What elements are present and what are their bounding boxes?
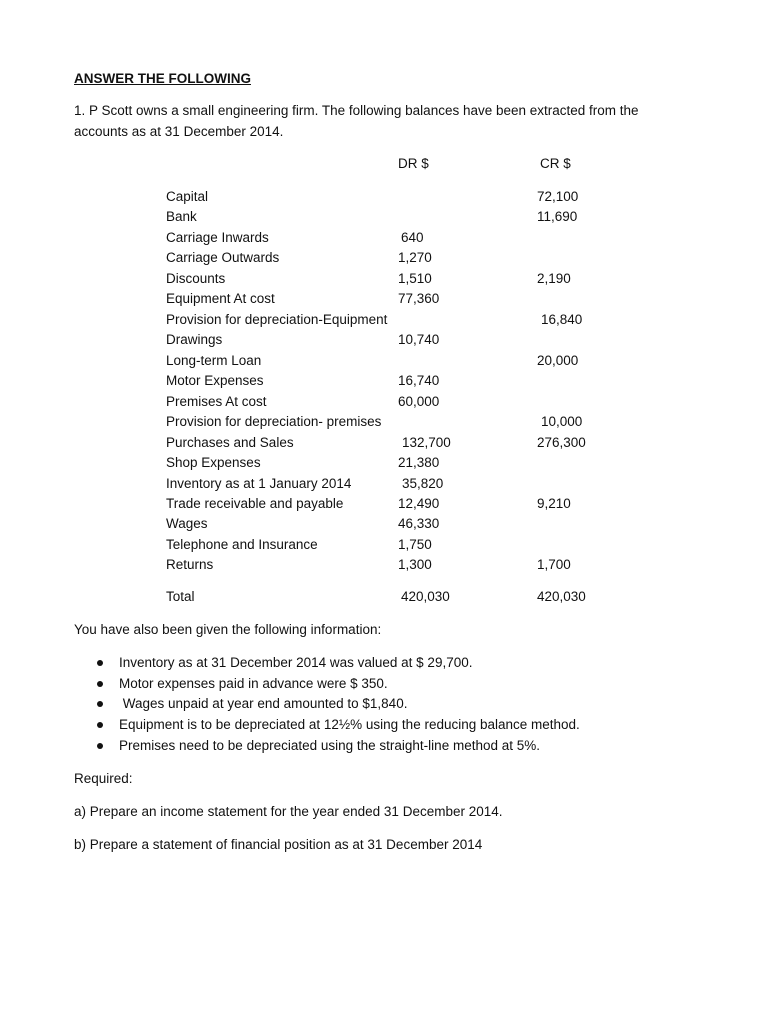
table-row bbox=[0, 313, 768, 329]
total-debit: 420,030 bbox=[401, 589, 450, 604]
debit-amount: 1,300 bbox=[398, 557, 432, 572]
total-credit: 420,030 bbox=[537, 589, 586, 604]
credit-amount: 72,100 bbox=[537, 189, 579, 204]
bullet-icon bbox=[97, 681, 103, 687]
debit-amount: 21,380 bbox=[398, 455, 440, 470]
account-name: Discounts bbox=[166, 271, 226, 286]
account-name: Telephone and Insurance bbox=[166, 537, 318, 552]
account-name: Provision for depreciation- premises bbox=[166, 414, 382, 429]
table-row bbox=[0, 558, 768, 574]
account-name: Inventory as at 1 January 2014 bbox=[166, 476, 352, 491]
debit-amount: 35,820 bbox=[402, 476, 444, 491]
debit-amount: 12,490 bbox=[398, 496, 440, 511]
table-row bbox=[0, 456, 768, 472]
account-name: Motor Expenses bbox=[166, 373, 264, 388]
list-item: Equipment is to be depreciated at 12½% using the reducing balance method. bbox=[119, 717, 580, 732]
table-row bbox=[0, 477, 768, 493]
debit-amount: 1,750 bbox=[398, 537, 432, 552]
table-row bbox=[0, 354, 768, 370]
account-name: Wages bbox=[166, 516, 208, 531]
account-name: Premises At cost bbox=[166, 394, 267, 409]
table-row bbox=[0, 231, 768, 247]
bullet-icon bbox=[97, 722, 103, 728]
question-text-line-2: accounts as at 31 December 2014. bbox=[74, 124, 284, 139]
info-intro: You have also been given the following information: bbox=[74, 622, 382, 637]
bullet-icon bbox=[97, 701, 103, 707]
list-item: Inventory as at 31 December 2014 was valued at $ 29,700. bbox=[119, 655, 473, 670]
credit-amount: 276,300 bbox=[537, 435, 586, 450]
question-text-line-1: 1. P Scott owns a small engineering firm. The following balances have been extracted from the bbox=[74, 103, 639, 118]
account-name: Capital bbox=[166, 189, 209, 204]
credit-amount: 10,000 bbox=[541, 414, 583, 429]
account-name: Provision for depreciation-Equipment bbox=[166, 312, 388, 327]
table-row bbox=[0, 251, 768, 267]
table-row bbox=[0, 538, 768, 554]
debit-amount: 77,360 bbox=[398, 291, 440, 306]
list-item: Wages unpaid at year end amounted to $1,840. bbox=[119, 696, 408, 711]
bullet-icon bbox=[97, 743, 103, 749]
table-row bbox=[0, 436, 768, 452]
task-a: a) Prepare an income statement for the year ended 31 December 2014. bbox=[74, 804, 503, 819]
debit-amount: 1,510 bbox=[398, 271, 432, 286]
account-name: Long-term Loan bbox=[166, 353, 262, 368]
list-item: Premises need to be depreciated using the straight-line method at 5%. bbox=[119, 738, 540, 753]
table-row bbox=[0, 395, 768, 411]
table-row bbox=[0, 415, 768, 431]
credit-amount: 2,190 bbox=[537, 271, 571, 286]
table-row bbox=[0, 210, 768, 226]
table-row bbox=[0, 374, 768, 390]
required-label: Required: bbox=[74, 771, 133, 786]
debit-amount: 60,000 bbox=[398, 394, 440, 409]
table-row bbox=[0, 333, 768, 349]
debit-amount: 640 bbox=[401, 230, 424, 245]
table-row bbox=[0, 190, 768, 206]
credit-amount: 16,840 bbox=[541, 312, 583, 327]
account-name: Drawings bbox=[166, 332, 223, 347]
document-heading: ANSWER THE FOLLOWING bbox=[74, 71, 251, 86]
debit-amount: 46,330 bbox=[398, 516, 440, 531]
account-name: Returns bbox=[166, 557, 214, 572]
credit-column-header: CR $ bbox=[540, 156, 571, 171]
table-row bbox=[0, 272, 768, 288]
debit-amount: 132,700 bbox=[402, 435, 451, 450]
account-name: Carriage Inwards bbox=[166, 230, 269, 245]
debit-amount: 1,270 bbox=[398, 250, 432, 265]
account-name: Carriage Outwards bbox=[166, 250, 280, 265]
table-row bbox=[0, 292, 768, 308]
bullet-icon bbox=[97, 660, 103, 666]
table-row bbox=[0, 497, 768, 513]
credit-amount: 9,210 bbox=[537, 496, 571, 511]
account-name: Trade receivable and payable bbox=[166, 496, 344, 511]
credit-amount: 20,000 bbox=[537, 353, 579, 368]
account-name: Purchases and Sales bbox=[166, 435, 294, 450]
total-row bbox=[0, 590, 768, 606]
table-row bbox=[0, 517, 768, 533]
account-name: Equipment At cost bbox=[166, 291, 275, 306]
account-name: Bank bbox=[166, 209, 197, 224]
list-item: Motor expenses paid in advance were $ 350. bbox=[119, 676, 388, 691]
debit-column-header: DR $ bbox=[398, 156, 429, 171]
debit-amount: 10,740 bbox=[398, 332, 440, 347]
debit-amount: 16,740 bbox=[398, 373, 440, 388]
account-name: Shop Expenses bbox=[166, 455, 261, 470]
total-label: Total bbox=[166, 589, 195, 604]
credit-amount: 1,700 bbox=[537, 557, 571, 572]
credit-amount: 11,690 bbox=[537, 209, 578, 224]
task-b: b) Prepare a statement of financial position as at 31 December 2014 bbox=[74, 837, 483, 852]
